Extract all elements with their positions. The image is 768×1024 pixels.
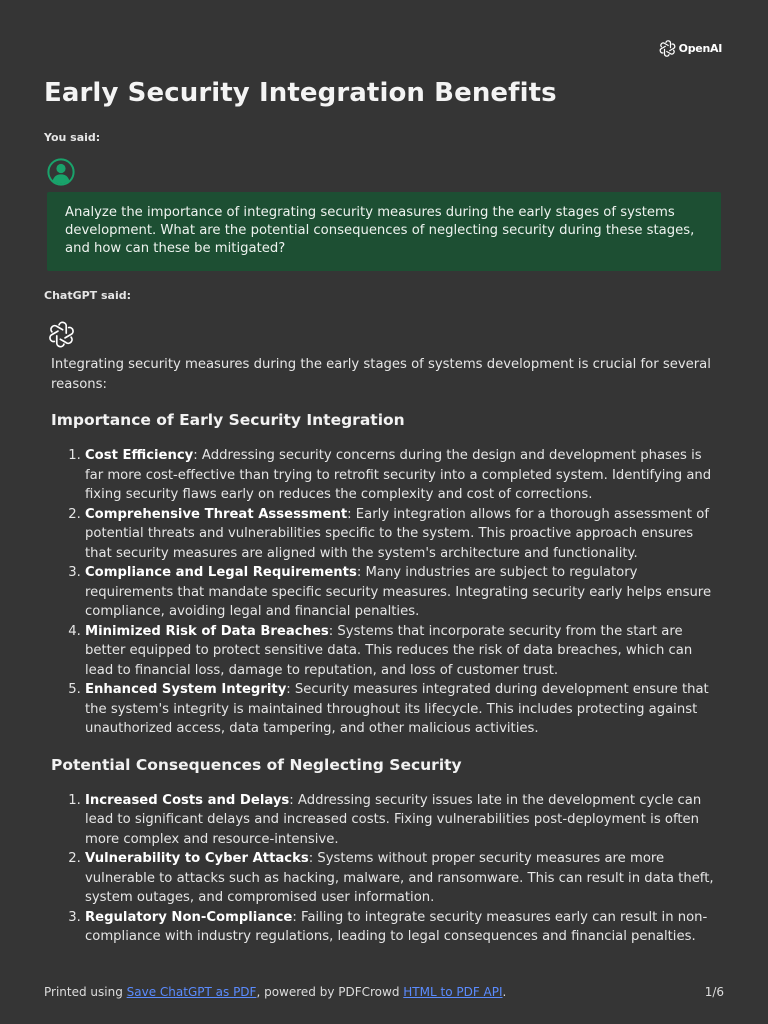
print-footer [44, 985, 724, 999]
list-item-text: : Systems without proper security measures are more vulnerable to attacks such as hacking, malware, and ransomware. This can result in data theft, system outages, and compromised user information. [85, 851, 714, 905]
save-chatgpt-pdf-link[interactable]: Save ChatGPT as PDF [126, 985, 257, 999]
list-item [85, 505, 723, 564]
list-item [85, 680, 723, 739]
brand-name: OpenAI [678, 42, 722, 55]
html-to-pdf-api-link[interactable]: HTML to PDF API [403, 985, 503, 999]
page-title: Early Security Integration Benefits [44, 78, 557, 108]
answer-intro: Integrating security measures during the early stages of systems development is crucial for several reasons: [51, 357, 711, 392]
footer-middle: , powered by PDFCrowd [256, 985, 404, 999]
openai-logo-icon [659, 40, 676, 57]
user-message: Analyze the importance of integrating security measures during the early stages of systems development. What are the potential consequences of neglecting security during these stages, and how can these be mitigated? [47, 192, 721, 271]
list-item-text: : Failing to integrate security measures early can result in non-compliance with industry regulations, leading to legal consequences and financial penalties. [85, 909, 708, 944]
list-item [85, 849, 723, 908]
importance-list [51, 446, 723, 739]
brand-logo [659, 40, 722, 57]
list-item [85, 622, 723, 681]
assistant-answer [51, 355, 723, 947]
section-heading-consequences: Potential Consequences of Neglecting Security [51, 755, 462, 774]
list-item-term: Compliance and Legal Requirements [85, 565, 357, 580]
list-item-text: : Addressing security issues late in the development cycle can lead to significant delays and increased costs. Fixing vulnerabilities post-deployment is often more complex and resource-intensive. [85, 792, 702, 847]
assistant-label: ChatGPT said: [44, 289, 132, 302]
footer-prefix: Printed using [44, 985, 127, 999]
list-item-term: Increased Costs and Delays [85, 792, 290, 808]
openai-logo-icon [48, 321, 75, 348]
list-item-text: : Systems that incorporate security from the start are better equipped to protect sensitive data. This reduces the risk of data breaches, which can lead to financial loss, damage to reputation, and loss of customer trust. [85, 623, 693, 678]
user-label: You said: [44, 131, 101, 144]
section-heading-importance: Importance of Early Security Integration [51, 411, 405, 429]
list-item-text: : Security measures integrated during development ensure that the system's integrity is maintained throughout its lifecycle. This includes protecting against unauthorized access, data tampering, and other malicious activities. [85, 682, 709, 736]
user-avatar-icon [47, 158, 75, 186]
list-item-term: Enhanced System Integrity [85, 682, 287, 697]
list-item-term: Cost Efficiency [85, 448, 194, 463]
footer-suffix: . [502, 985, 507, 999]
list-item-text: : Addressing security concerns during the design and development phases is far more cost-effective than trying to retrofit security into a completed system. Identifying and fixing security flaws early on reduces the complexity and cost of corrections. [85, 448, 712, 502]
list-item-term: Regulatory Non-Compliance [85, 909, 293, 925]
list-item-term: Comprehensive Threat Assessment [85, 506, 348, 522]
page-number: 1/6 [704, 985, 724, 999]
consequences-list [51, 791, 723, 947]
list-item-term: Minimized Risk of Data Breaches [85, 623, 329, 639]
list-item [85, 446, 723, 505]
list-item [85, 563, 723, 622]
list-item-text: : Many industries are subject to regulatory requirements that mandate specific security measures. Integrating security early helps ensure compliance, avoiding legal and financial penalties. [85, 565, 712, 619]
list-item-term: Vulnerability to Cyber Attacks [85, 851, 309, 866]
list-item [85, 908, 723, 947]
list-item-text: : Early integration allows for a thorough assessment of potential threats and vulnerabilities specific to the system. This proactive approach ensures that security measures are aligned with the system's architecture and functionality. [85, 506, 709, 561]
list-item [85, 791, 723, 850]
